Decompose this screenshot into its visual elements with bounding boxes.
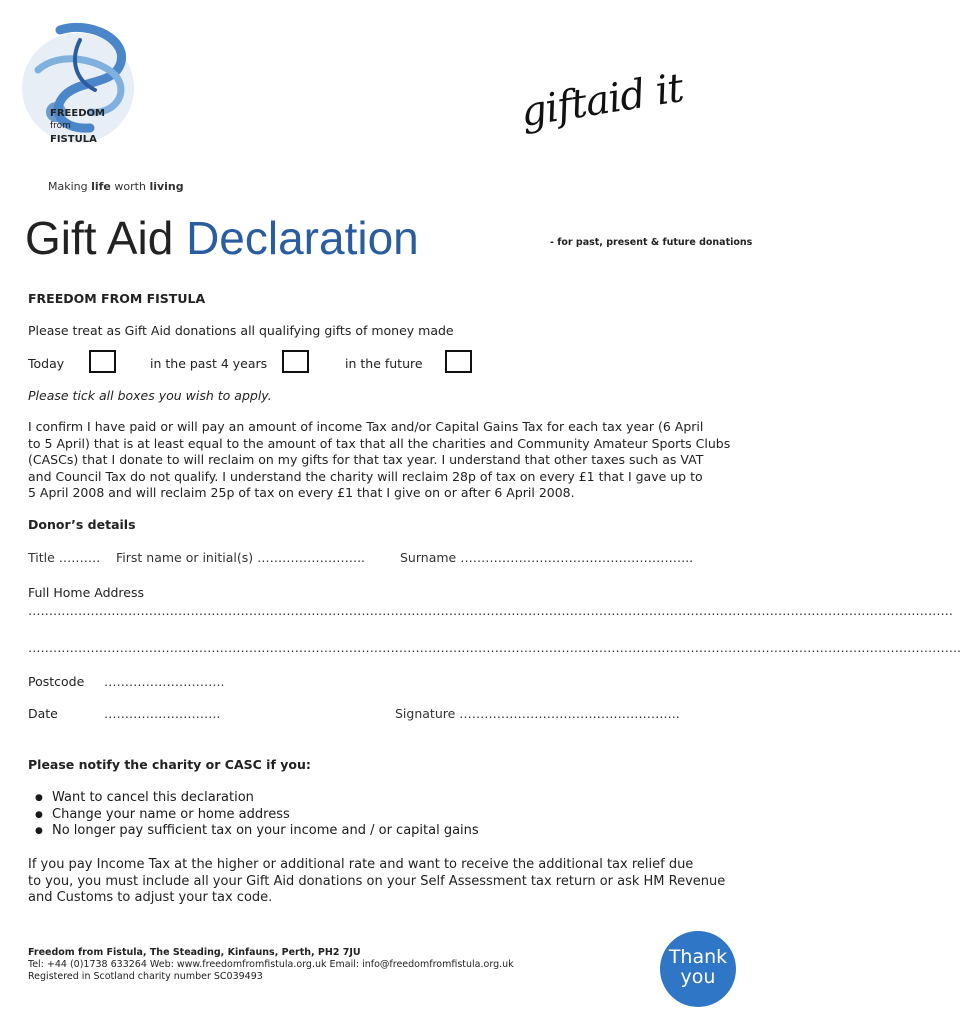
list-item: ● Change your name or home address	[28, 807, 479, 824]
title-part-1: Gift Aid	[25, 212, 174, 264]
address-line-2-field[interactable]: ……………………………………………………………………………………………………………………………………………………………………………………………………..	[28, 640, 961, 655]
page-subtitle: - for past, present & future donations	[550, 237, 753, 248]
date-field[interactable]: ……………………….	[104, 706, 221, 721]
thank-you-line-2: you	[680, 966, 716, 988]
footer	[28, 947, 514, 983]
confirm-line: (CASCs) that I donate to will reclaim on my gifts for that tax year. I understand that other taxes such as VAT	[28, 452, 704, 467]
option-past-label: in the past 4 years	[150, 356, 268, 371]
past-4-years-checkbox[interactable]	[282, 350, 309, 373]
address-label: Full Home Address	[28, 585, 145, 600]
future-checkbox[interactable]	[445, 350, 472, 373]
confirm-line: and Council Tax do not qualify. I understand the charity will reclaim 28p of tax on every £1 that I gave up to	[28, 468, 703, 484]
today-checkbox[interactable]	[89, 350, 116, 373]
first-name-field[interactable]: First name or initial(s) ……………………..	[116, 550, 366, 565]
donor-details-heading: Donor’s details	[28, 517, 136, 532]
tick-note: Please tick all boxes you wish to apply.	[28, 388, 272, 403]
date-label: Date	[28, 706, 58, 721]
charity-name: FREEDOM FROM FISTULA	[28, 291, 206, 306]
list-item: ● No longer pay sufficient tax on your income and / or capital gains	[28, 823, 479, 840]
footer-address: Freedom from Fistula, The Steading, Kinfauns, Perth, PH2 7JU	[28, 947, 361, 958]
option-today-label: Today	[28, 356, 65, 371]
charity-logo	[20, 20, 180, 195]
logo-tagline: Making life worth living	[48, 180, 184, 193]
option-future-label: in the future	[345, 356, 423, 371]
notify-heading: Please notify the charity or CASC if you:	[28, 757, 311, 772]
logo-line-1: FREEDOM	[50, 108, 105, 119]
page-title	[25, 210, 419, 266]
footer-contact: Tel: +44 (0)1738 633264 Web: www.freedomfromfistula.org.uk Email: info@freedomfromfistula.org.uk	[28, 959, 514, 970]
postcode-label: Postcode	[28, 674, 85, 689]
confirm-line: to 5 April) that is at least equal to the amount of tax that all the charities and Community Amateur Sports Clubs	[28, 435, 731, 451]
confirm-line: I confirm I have paid or will pay an amount of income Tax and/or Capital Gains Tax for each tax year (6 April	[28, 419, 704, 434]
higher-rate-paragraph	[28, 857, 743, 907]
confirm-paragraph	[28, 419, 743, 502]
footer-registration: Registered in Scotland charity number SC039493	[28, 971, 263, 982]
logo-line-2: from	[50, 121, 71, 131]
thank-you-line-1: Thank	[668, 946, 728, 968]
signature-field[interactable]: Signature ……………………………………………..	[395, 706, 680, 721]
notify-list	[28, 790, 479, 840]
address-line-1-field[interactable]: ……………………………………………………………………………………………………………………………………………………………………………………………………	[28, 603, 953, 618]
postcode-field[interactable]: ………………………..	[104, 674, 225, 689]
list-item: ● Want to cancel this declaration	[28, 790, 479, 807]
intro-text: Please treat as Gift Aid donations all qualifying gifts of money made	[28, 323, 454, 338]
higher-rate-line: to you, you must include all your Gift Aid donations on your Self Assessment tax return or ask HM Revenue	[28, 873, 726, 889]
higher-rate-line: If you pay Income Tax at the higher or additional rate and want to receive the additional tax relief due	[28, 857, 694, 872]
title-part-2: Declaration	[186, 212, 419, 264]
title-field[interactable]: Title ……….	[28, 550, 101, 565]
logo-line-3: FISTULA	[50, 134, 97, 145]
higher-rate-line: and Customs to adjust your tax code.	[28, 890, 273, 905]
surname-field[interactable]: Surname ………………………………………………..	[400, 550, 694, 565]
confirm-line: 5 April 2008 and will reclaim 25p of tax on every £1 that I give on or after 6 April 2008.	[28, 485, 575, 500]
thank-you-badge	[660, 931, 736, 1007]
giftaid-logo: giftaid it	[517, 65, 687, 136]
